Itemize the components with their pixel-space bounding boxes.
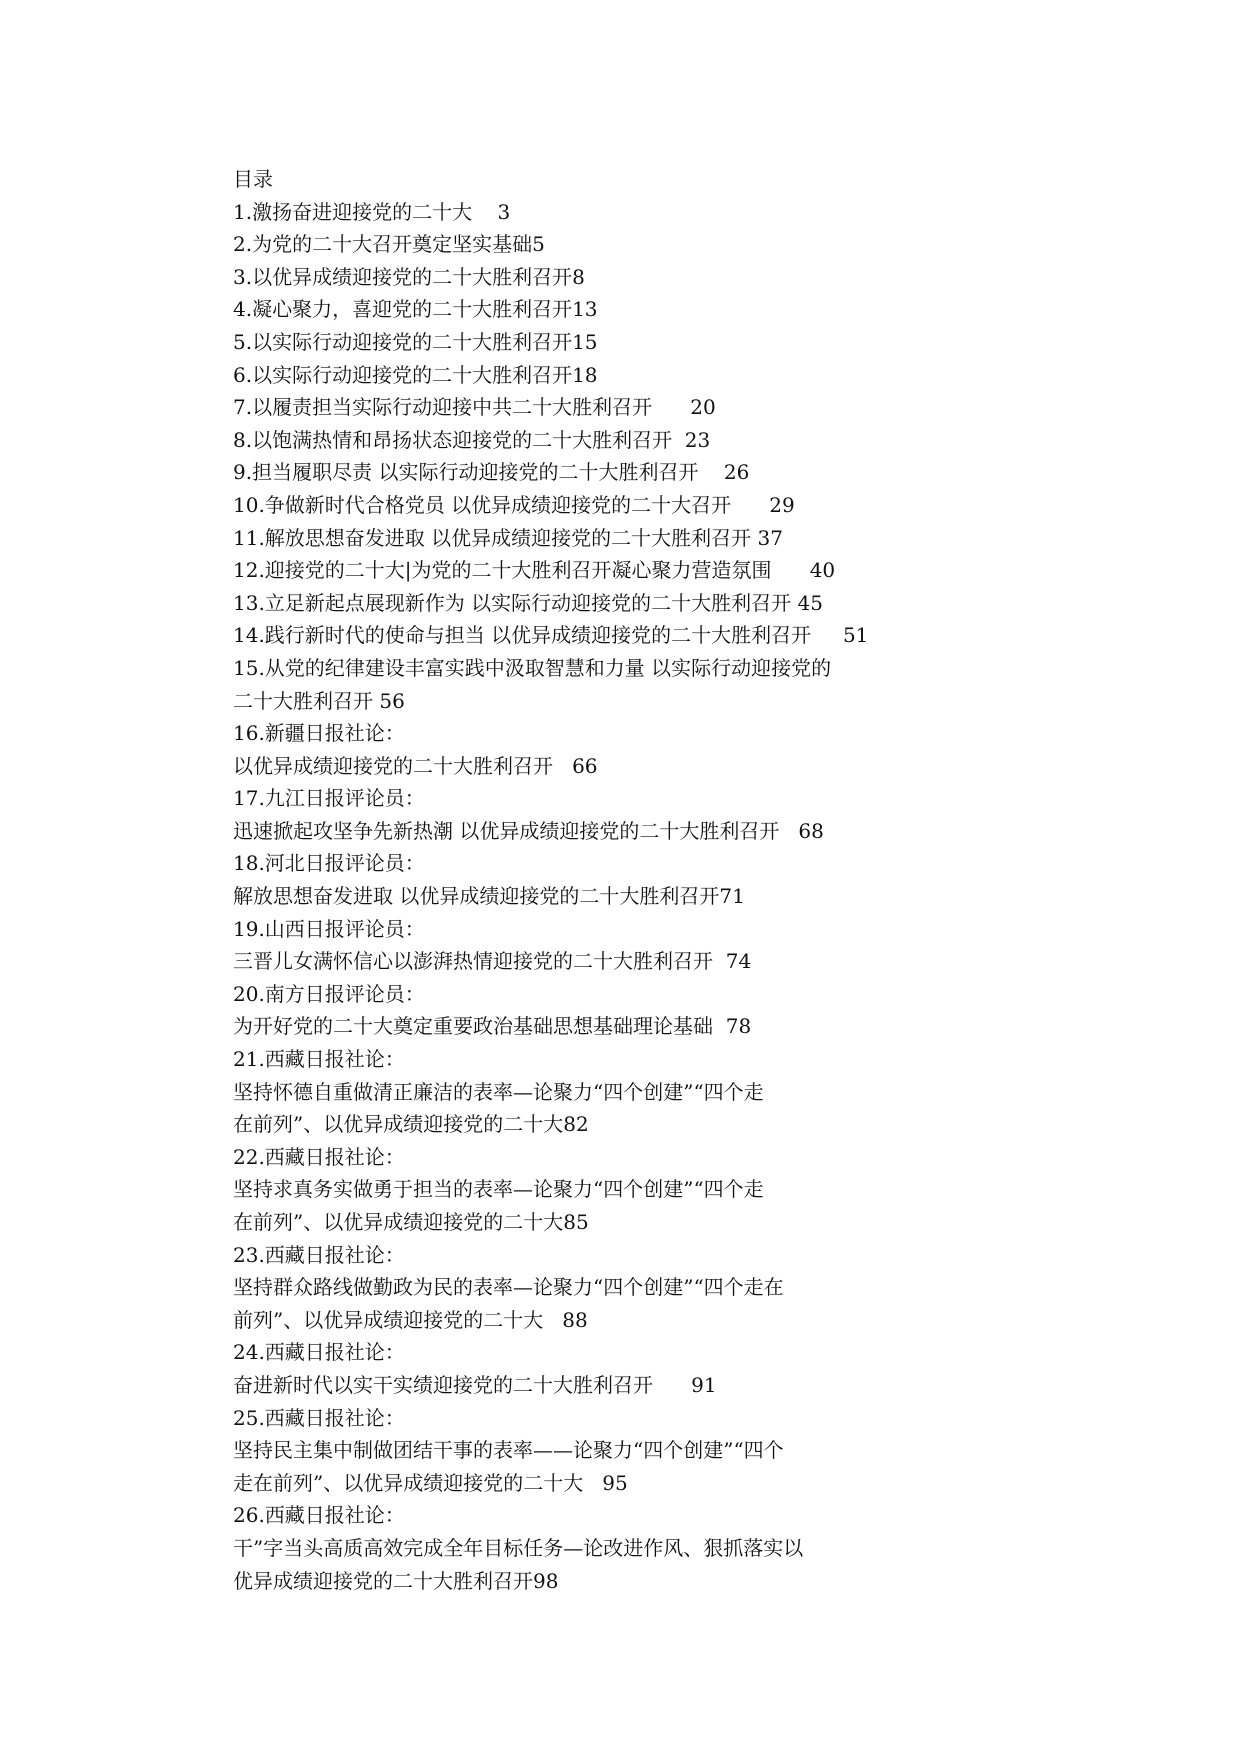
toc-entry-continuation: 在前列”、以优异成绩迎接党的二十大82 xyxy=(233,1112,589,1137)
toc-entry-title: 以优异成绩迎接党的二十大胜利召开 66 xyxy=(233,753,598,778)
toc-entry-source: 22.西藏日报社论： xyxy=(233,1144,405,1169)
toc-entry-source: 25.西藏日报社论： xyxy=(233,1405,405,1430)
toc-entry-title: 为开好党的二十大奠定重要政治基础思想基础理论基础 78 xyxy=(233,1014,752,1039)
toc-entry-source: 23.西藏日报社论： xyxy=(233,1242,405,1267)
toc-entry: 2.为党的二十大召开奠定坚实基础5 xyxy=(233,232,545,257)
toc-entry: 15.从党的纪律建设丰富实践中汲取智慧和力量 以实际行动迎接党的 xyxy=(233,655,832,680)
toc-entry-title: 坚持怀德自重做清正廉洁的表率—论聚力“四个创建”“四个走 xyxy=(233,1079,764,1104)
toc-entry: 10.争做新时代合格党员 以优异成绩迎接党的二十大召开 29 xyxy=(233,492,795,517)
toc-entry: 5.以实际行动迎接党的二十大胜利召开15 xyxy=(233,329,598,354)
toc-entry: 11.解放思想奋发进取 以优异成绩迎接党的二十大胜利召开 37 xyxy=(233,525,783,550)
toc-entry: 3.以优异成绩迎接党的二十大胜利召开8 xyxy=(233,264,585,289)
toc-entry-source: 19.山西日报评论员： xyxy=(233,916,425,941)
toc-entry-continuation: 前列”、以优异成绩迎接党的二十大 88 xyxy=(233,1307,588,1332)
toc-entry-continuation: 二十大胜利召开 56 xyxy=(233,688,405,713)
toc-entry-source: 17.九江日报评论员： xyxy=(233,786,425,811)
toc-entry-title: 坚持求真务实做勇于担当的表率—论聚力“四个创建”“四个走 xyxy=(233,1177,764,1202)
toc-entry-title: 迅速掀起攻坚争先新热潮 以优异成绩迎接党的二十大胜利召开 68 xyxy=(233,818,824,843)
toc-entry-title: 干”字当头高质高效完成全年目标任务—论改进作风、狠抓落实以 xyxy=(233,1535,804,1560)
toc-entry-continuation: 优异成绩迎接党的二十大胜利召开98 xyxy=(233,1568,559,1593)
toc-entry-source: 26.西藏日报社论： xyxy=(233,1503,405,1528)
toc-entry: 7.以履责担当实际行动迎接中共二十大胜利召开 20 xyxy=(233,395,716,420)
toc-entry: 9.担当履职尽责 以实际行动迎接党的二十大胜利召开 26 xyxy=(233,460,750,485)
toc-entry-title: 坚持民主集中制做团结干事的表率——论聚力“四个创建”“四个 xyxy=(233,1438,784,1463)
toc-entry-source: 20.南方日报评论员： xyxy=(233,981,425,1006)
toc-entry-title: 三晋儿女满怀信心以澎湃热情迎接党的二十大胜利召开 74 xyxy=(233,949,752,974)
toc-entry: 14.践行新时代的使命与担当 以优异成绩迎接党的二十大胜利召开 51 xyxy=(233,623,869,648)
toc-entry-source: 18.河北日报评论员： xyxy=(233,851,425,876)
toc-entry: 12.迎接党的二十大|为党的二十大胜利召开凝心聚力营造氛围 40 xyxy=(233,558,836,583)
toc-entry-title: 解放思想奋发进取 以优异成绩迎接党的二十大胜利召开71 xyxy=(233,884,745,909)
toc-entry-title: 坚持群众路线做勤政为民的表率—论聚力“四个创建”“四个走在 xyxy=(233,1275,784,1300)
toc-entry-continuation: 在前列”、以优异成绩迎接党的二十大85 xyxy=(233,1210,589,1234)
toc-entry: 1.激扬奋进迎接党的二十大 3 xyxy=(233,199,511,224)
toc-entry-title: 奋进新时代以实干实绩迎接党的二十大胜利召开 91 xyxy=(233,1372,717,1397)
toc-entry: 13.立足新起点展现新作为 以实际行动迎接党的二十大胜利召开 45 xyxy=(233,590,823,615)
toc-entry: 4.凝心聚力，喜迎党的二十大胜利召开13 xyxy=(233,297,598,322)
toc-entry-continuation: 走在前列”、以优异成绩迎接党的二十大 95 xyxy=(233,1470,628,1495)
toc-entry: 6.以实际行动迎接党的二十大胜利召开18 xyxy=(233,362,598,387)
toc-heading: 目录 xyxy=(233,167,273,191)
toc-entry-source: 16.新疆日报社论： xyxy=(233,721,405,746)
toc-entry-source: 21.西藏日报社论： xyxy=(233,1047,405,1072)
toc-entry-source: 24.西藏日报社论： xyxy=(233,1340,405,1365)
table-of-contents xyxy=(233,163,1053,1597)
toc-entry: 8.以饱满热情和昂扬状态迎接党的二十大胜利召开 23 xyxy=(233,427,711,452)
